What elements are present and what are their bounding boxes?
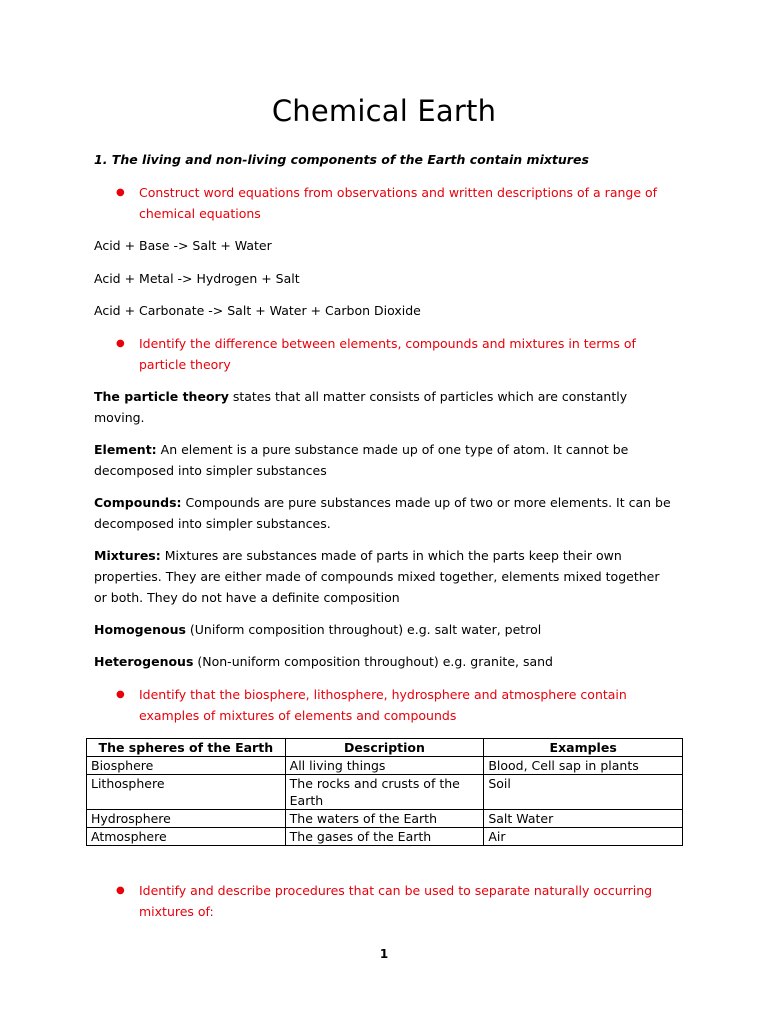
table-header-row (87, 739, 683, 757)
definition-text: states that all matter consists of particles which are constantly moving. (94, 389, 628, 425)
table-cell: Salt Water (484, 810, 683, 828)
table-row (87, 757, 683, 775)
table-row (87, 775, 683, 810)
table-cell: Blood, Cell sap in plants (484, 757, 683, 775)
table-cell: Air (484, 828, 683, 846)
definition-text: Mixtures are substances made of parts in which the parts keep their own properties. They are either made of compounds mixed together, elements mixed together or both. They do not have a definite composition (94, 548, 660, 605)
section-heading: 1. The living and non-living components of the Earth contain mixtures (94, 152, 589, 167)
bullet-dot-icon: ● (116, 338, 125, 349)
definition-heterogenous (94, 651, 674, 672)
definition-text: (Non-uniform composition throughout) e.g. granite, sand (193, 654, 553, 669)
table-row (87, 810, 683, 828)
definition-element (94, 439, 674, 481)
definition-term: Mixtures: (94, 548, 161, 563)
objective-text: Construct word equations from observations and written descriptions of a range of chemical equations (139, 185, 658, 221)
word-equation: Acid + Metal -> Hydrogen + Salt (94, 271, 300, 286)
table-cell: The gases of the Earth (285, 828, 484, 846)
table-cell: Lithosphere (87, 775, 286, 810)
page-number: 1 (379, 947, 389, 961)
table-cell: Hydrosphere (87, 810, 286, 828)
table-row (87, 828, 683, 846)
objective-bullet (116, 684, 676, 726)
word-equation: Acid + Base -> Salt + Water (94, 238, 272, 253)
table-cell: Biosphere (87, 757, 286, 775)
definition-term: Homogenous (94, 622, 186, 637)
table-cell: Atmosphere (87, 828, 286, 846)
definition-term: Heterogenous (94, 654, 194, 669)
definition-homogenous (94, 619, 674, 640)
page-title: Chemical Earth (271, 94, 497, 128)
definition-particle-theory (94, 386, 674, 428)
column-header: Examples (484, 739, 683, 757)
bullet-dot-icon: ● (116, 187, 125, 198)
definition-text: Compounds are pure substances made up of two or more elements. It can be decomposed into simpler substances. (94, 495, 671, 531)
spheres-table (86, 738, 683, 846)
definition-text: (Uniform composition throughout) e.g. salt water, petrol (185, 622, 542, 637)
definition-term: The particle theory (94, 389, 229, 404)
table-cell: The rocks and crusts of the Earth (285, 775, 484, 810)
definition-compounds (94, 492, 674, 534)
bullet-dot-icon: ● (116, 885, 125, 896)
table-cell: The waters of the Earth (285, 810, 484, 828)
bullet-dot-icon: ● (116, 689, 125, 700)
objective-text: Identify that the biosphere, lithosphere, hydrosphere and atmosphere contain examples of mixtures of elements and compounds (139, 687, 627, 723)
objective-bullet (116, 333, 676, 375)
objective-text: Identify and describe procedures that can be used to separate naturally occurring mixtures of: (139, 883, 653, 919)
word-equation: Acid + Carbonate -> Salt + Water + Carbon Dioxide (94, 303, 421, 318)
definition-term: Compounds: (94, 495, 182, 510)
objective-text: Identify the difference between elements, compounds and mixtures in terms of particle theory (139, 336, 636, 372)
table-cell: All living things (285, 757, 484, 775)
definition-text: An element is a pure substance made up of one type of atom. It cannot be decomposed into simpler substances (94, 442, 629, 478)
objective-bullet (116, 880, 676, 922)
definition-mixtures (94, 545, 674, 608)
table-cell: Soil (484, 775, 683, 810)
definition-term: Element: (94, 442, 157, 457)
column-header: Description (285, 739, 484, 757)
column-header: The spheres of the Earth (87, 739, 286, 757)
objective-bullet (116, 182, 676, 224)
